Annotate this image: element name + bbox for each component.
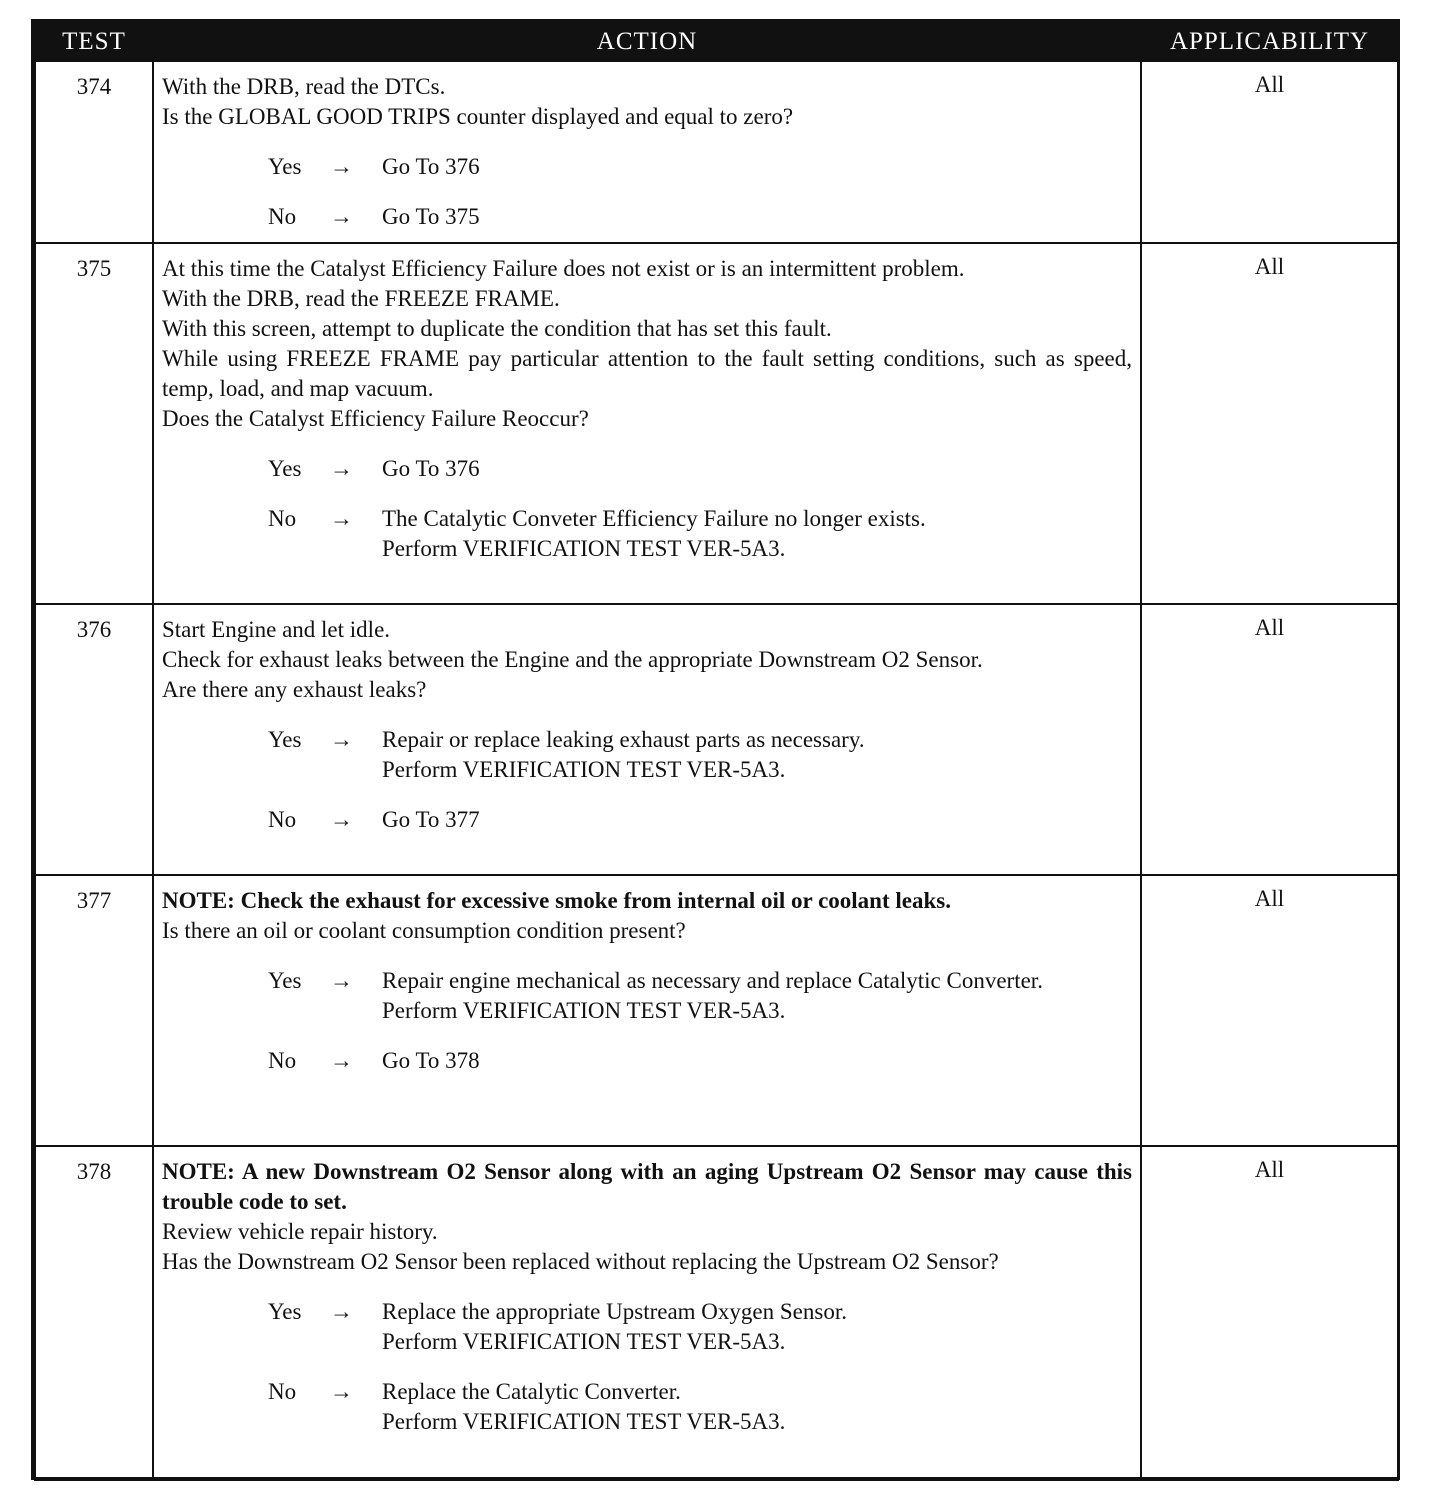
arrow-right-icon: → — [330, 727, 353, 752]
arrow-right-icon: → — [330, 506, 353, 531]
procedure-table — [34, 22, 1399, 1481]
outcome-instruction — [382, 725, 1132, 785]
outcome-yes — [162, 1297, 1132, 1357]
applicability-value: All — [1141, 604, 1398, 875]
table-row — [35, 243, 1398, 604]
action-line: While using FREEZE FRAME pay particular attention to the fault setting conditions, such as speed, temp, load, and map vacuum. — [162, 346, 1132, 401]
arrow-right-icon: → — [330, 1379, 353, 1404]
answer-label: Yes — [268, 456, 302, 481]
instruction-line: Go To 376 — [382, 456, 480, 481]
header-action: ACTION — [153, 23, 1141, 61]
test-number: 374 — [35, 61, 153, 243]
applicability-value: All — [1141, 243, 1398, 604]
header-test: TEST — [35, 23, 153, 61]
action-cell — [153, 875, 1141, 1146]
header-row — [35, 23, 1398, 61]
table-row — [35, 604, 1398, 875]
action-line: Does the Catalyst Efficiency Failure Reoccur? — [162, 406, 589, 431]
applicability-value: All — [1141, 1146, 1398, 1480]
action-cell — [153, 243, 1141, 604]
instruction-line: Perform VERIFICATION TEST VER-5A3. — [382, 757, 786, 782]
arrow-right-icon: → — [330, 204, 353, 229]
instruction-line: Repair or replace leaking exhaust parts as necessary. — [382, 727, 865, 752]
action-line: Start Engine and let idle. — [162, 617, 391, 642]
applicability-value: All — [1141, 61, 1398, 243]
answer-label: Yes — [268, 1299, 302, 1324]
action-line: At this time the Catalyst Efficiency Failure does not exist or is an intermittent problem. — [162, 256, 965, 281]
outcome-instruction — [382, 1046, 1132, 1076]
outcome-instruction — [382, 454, 1132, 484]
outcome-yes — [162, 152, 1132, 182]
instruction-line: Repair engine mechanical as necessary and replace Catalytic Converter. — [382, 968, 1043, 993]
arrow-right-icon: → — [330, 807, 353, 832]
arrow-right-icon: → — [330, 456, 353, 481]
outcome-no — [162, 504, 1132, 564]
arrow-right-icon: → — [330, 1048, 353, 1073]
applicability-value: All — [1141, 875, 1398, 1146]
outcome-instruction — [382, 1297, 1132, 1357]
test-number: 377 — [35, 875, 153, 1146]
action-cell — [153, 604, 1141, 875]
outcome-no — [162, 1046, 1132, 1076]
answer-label: Yes — [268, 727, 302, 752]
action-line: Has the Downstream O2 Sensor been replaced without replacing the Upstream O2 Sensor? — [162, 1249, 999, 1274]
answer-label: Yes — [268, 154, 302, 179]
outcome-yes — [162, 966, 1132, 1026]
instruction-line: Perform VERIFICATION TEST VER-5A3. — [382, 1409, 786, 1434]
outcome-instruction — [382, 504, 1132, 564]
action-line: Is the GLOBAL GOOD TRIPS counter displayed and equal to zero? — [162, 104, 794, 129]
outcome-yes — [162, 454, 1132, 484]
outcome-yes — [162, 725, 1132, 785]
answer-label: No — [268, 204, 297, 229]
test-number: 376 — [35, 604, 153, 875]
action-line: With this screen, attempt to duplicate the condition that has set this fault. — [162, 316, 832, 341]
action-line: With the DRB, read the FREEZE FRAME. — [162, 286, 560, 311]
action-line: Is there an oil or coolant consumption condition present? — [162, 918, 686, 943]
arrow-right-icon: → — [330, 1299, 353, 1324]
outcome-instruction — [382, 1377, 1132, 1437]
action-line: Check for exhaust leaks between the Engine and the appropriate Downstream O2 Sensor. — [162, 647, 983, 672]
table-row — [35, 1146, 1398, 1480]
instruction-line: Perform VERIFICATION TEST VER-5A3. — [382, 1329, 786, 1354]
test-number: 375 — [35, 243, 153, 604]
table-body — [35, 61, 1398, 1480]
instruction-line: Go To 378 — [382, 1048, 480, 1073]
arrow-right-icon: → — [330, 154, 353, 179]
action-cell — [153, 1146, 1141, 1480]
instruction-line: Replace the Catalytic Converter. — [382, 1379, 681, 1404]
outcome-instruction — [382, 805, 1132, 835]
table-row — [35, 875, 1398, 1146]
note-text: NOTE: Check the exhaust for excessive smoke from internal oil or coolant leaks. — [162, 888, 951, 913]
instruction-line: Go To 376 — [382, 154, 480, 179]
answer-label: No — [268, 1379, 297, 1404]
action-line: Are there any exhaust leaks? — [162, 677, 427, 702]
outcome-instruction — [382, 202, 1132, 232]
action-line: Review vehicle repair history. — [162, 1219, 438, 1244]
outcome-instruction — [382, 152, 1132, 182]
table-row — [35, 61, 1398, 243]
answer-label: No — [268, 506, 297, 531]
outcome-no — [162, 202, 1132, 232]
answer-label: No — [268, 807, 297, 832]
action-line: With the DRB, read the DTCs. — [162, 74, 446, 99]
answer-label: No — [268, 1048, 297, 1073]
instruction-line: Perform VERIFICATION TEST VER-5A3. — [382, 998, 786, 1023]
answer-label: Yes — [268, 968, 302, 993]
instruction-line: Perform VERIFICATION TEST VER-5A3. — [382, 536, 786, 561]
action-cell — [153, 61, 1141, 243]
outcome-instruction — [382, 966, 1132, 1026]
arrow-right-icon: → — [330, 968, 353, 993]
header-applicability: APPLICABILITY — [1141, 23, 1398, 61]
instruction-line: Go To 377 — [382, 807, 480, 832]
outcome-no — [162, 805, 1132, 835]
instruction-line: The Catalytic Conveter Efficiency Failure no longer exists. — [382, 506, 926, 531]
diagnostic-procedure-table — [31, 19, 1400, 1480]
instruction-line: Go To 375 — [382, 204, 480, 229]
note-text: NOTE: A new Downstream O2 Sensor along with an aging Upstream O2 Sensor may cause this trouble code to set. — [162, 1159, 1132, 1214]
outcome-no — [162, 1377, 1132, 1437]
test-number: 378 — [35, 1146, 153, 1480]
instruction-line: Replace the appropriate Upstream Oxygen Sensor. — [382, 1299, 847, 1324]
